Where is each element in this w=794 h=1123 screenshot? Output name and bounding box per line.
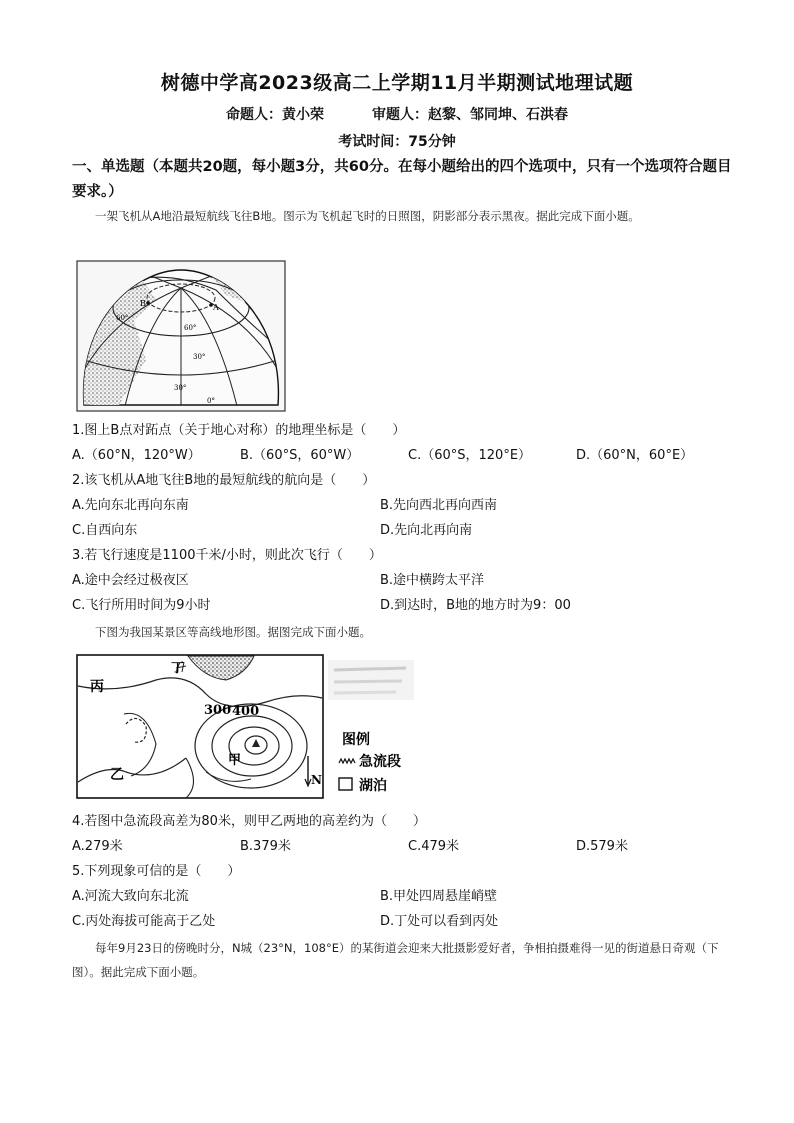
contour-400: 400 (232, 704, 260, 719)
exam-time: 考试时间：75分钟 (338, 134, 456, 150)
author: 命题人：黄小荣 (226, 107, 324, 123)
q5-option-c[interactable]: C.丙处海拔可能高于乙处 (72, 914, 216, 929)
section-heading: 一、单选题（本题共20题，每小题3分，共60分。在每小题给出的四个选项中，只有一个选项符合题目要求。） (72, 159, 732, 200)
point-b-label: B (140, 299, 146, 308)
q1-option-d[interactable]: D.（60°N，60°E） (576, 448, 694, 463)
rapids-legend-icon (339, 759, 355, 763)
q3-option-a[interactable]: A.途中会经过极夜区 (72, 573, 189, 588)
legend-title: 图例 (342, 732, 370, 748)
point-a-label: A (213, 303, 219, 312)
q3-option-c[interactable]: C.飞行所用时间为9小时 (72, 598, 211, 613)
north-arrow-label: N (311, 773, 322, 787)
contour-300: 300 (204, 703, 232, 718)
q4-option-a[interactable]: A.279米 (72, 839, 123, 854)
question-2-stem: 2.该飞机从A地飞往B地的最短航线的航向是（ ） (72, 473, 376, 488)
lat-30-left: 30° (174, 384, 187, 392)
lat-60-right: 60° (184, 324, 197, 332)
q2-option-b[interactable]: B.先向西北再向西南 (380, 498, 498, 513)
q4-option-b[interactable]: B.379米 (240, 839, 291, 854)
question-4-stem: 4.若图中急流段高差为80米，则甲乙两地的高差约为（ ） (72, 814, 426, 829)
intro-text-1: 一架飞机从A地沿最短航线飞往B地。图示为飞机起飞时的日照图，阴影部分表示黑夜。据此完成下面小题。 (95, 209, 640, 223)
equator-label: 0° (207, 397, 215, 405)
legend-rapids: 急流段 (359, 754, 401, 770)
intro-text-2: 下图为我国某景区等高线地形图。据图完成下面小题。 (95, 625, 371, 639)
question-5-stem: 5.下列现象可信的是（ ） (72, 864, 241, 879)
q4-option-c[interactable]: C.479米 (408, 839, 460, 854)
reviewer: 审题人：赵黎、邹同坤、石洪春 (372, 107, 568, 123)
contour-map (76, 654, 416, 802)
page-title: 树德中学高2023级高二上学期11月半期测试地理试题 (160, 72, 634, 94)
lat-30-right: 30° (193, 353, 206, 361)
author-line (0, 104, 794, 124)
q2-option-a[interactable]: A.先向东北再向东南 (72, 498, 189, 513)
question-1-stem: 1.图上B点对跖点（关于地心对称）的地理坐标是（ ） (72, 423, 406, 438)
q3-option-b[interactable]: B.途中横跨太平洋 (380, 573, 485, 588)
q5-option-a[interactable]: A.河流大致向东北流 (72, 889, 189, 904)
q3-option-d[interactable]: D.到达时，B地的地方时为9：00 (380, 598, 571, 613)
lake-legend-icon (339, 778, 352, 790)
q2-option-c[interactable]: C.自西向东 (72, 523, 138, 538)
intro-text-3: 每年9月23日的傍晚时分，N城（23°N，108°E）的某街道会迎来大批摄影爱好者，争相拍摄难得一见的街道悬日奇观（下图）。据此完成下面小题。 (72, 941, 719, 979)
q5-option-b[interactable]: B.甲处四周悬崖峭壁 (380, 889, 498, 904)
legend-lake: 湖泊 (359, 778, 387, 794)
q1-option-a[interactable]: A.（60°N，120°W） (72, 448, 201, 463)
q1-option-b[interactable]: B.（60°S，60°W） (240, 448, 360, 463)
q5-option-d[interactable]: D.丁处可以看到丙处 (380, 914, 499, 929)
q2-option-d[interactable]: D.先向北再向南 (380, 523, 473, 538)
question-3-stem: 3.若飞行速度是1100千米/小时，则此次飞行（ ） (72, 548, 382, 563)
q4-option-d[interactable]: D.579米 (576, 839, 628, 854)
q1-option-c[interactable]: C.（60°S，120°E） (408, 448, 532, 463)
illumination-map (76, 260, 286, 412)
label-jia: 甲 (228, 753, 242, 768)
label-yi: 乙 (110, 767, 124, 783)
lat-60-left: 60° (116, 314, 129, 322)
label-bing: 丙 (90, 679, 104, 695)
label-ding: 丁 (171, 661, 185, 676)
